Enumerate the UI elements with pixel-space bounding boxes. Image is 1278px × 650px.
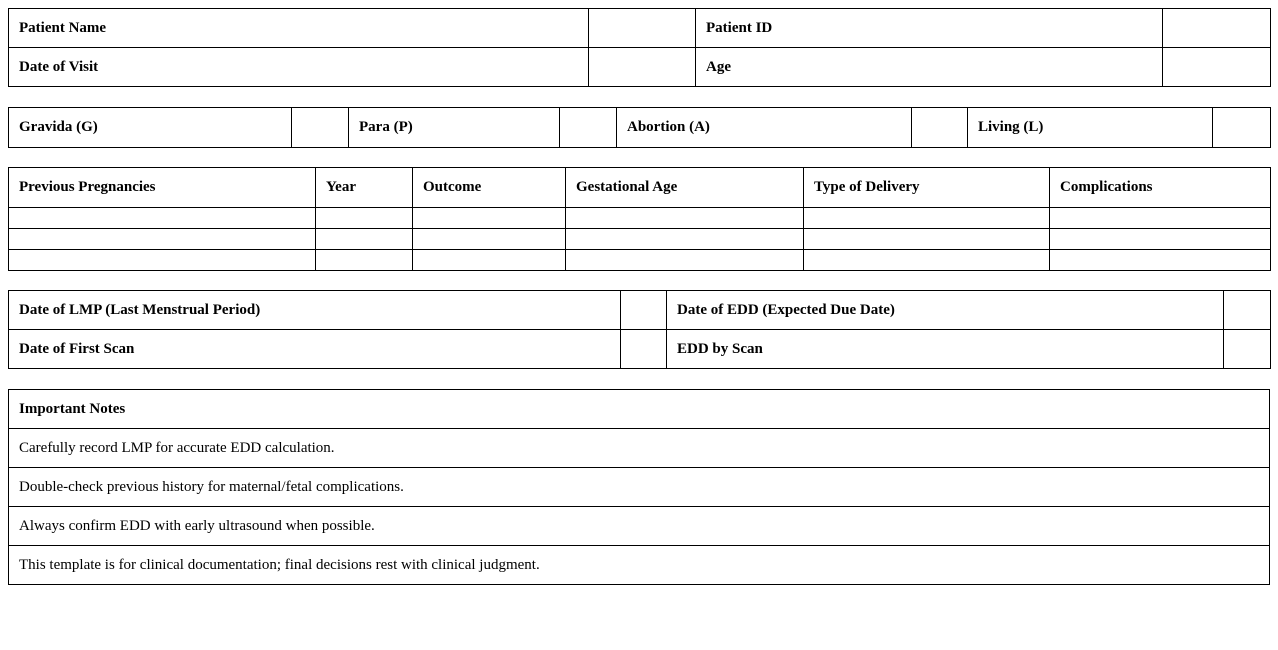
column-header-year: Year: [316, 168, 413, 208]
age-label: Age: [696, 48, 1163, 87]
lmp-date-label: Date of LMP (Last Menstrual Period): [9, 291, 621, 330]
column-header-type-of-delivery: Type of Delivery: [804, 168, 1050, 208]
patient-name-field[interactable]: [589, 9, 696, 48]
patient-info-row: [9, 48, 1271, 87]
table-cell[interactable]: [316, 208, 413, 229]
patient-id-label: Patient ID: [696, 9, 1163, 48]
pregnancy-dates-row: [9, 330, 1271, 369]
table-cell[interactable]: [9, 229, 316, 250]
list-item: [9, 429, 1270, 468]
first-scan-date-label: Date of First Scan: [9, 330, 621, 369]
table-cell[interactable]: [316, 229, 413, 250]
living-label: Living (L): [968, 108, 1213, 148]
first-scan-date-field[interactable]: [621, 330, 667, 369]
list-item: [9, 546, 1270, 585]
list-item: [9, 468, 1270, 507]
list-item: [9, 507, 1270, 546]
column-header-previous-pregnancies: Previous Pregnancies: [9, 168, 316, 208]
gravida-field[interactable]: [292, 108, 349, 148]
edd-by-scan-label: EDD by Scan: [667, 330, 1224, 369]
note-text: This template is for clinical documentation; final decisions rest with clinical judgment.: [9, 546, 1270, 585]
important-notes-title: Important Notes: [9, 390, 1270, 429]
note-text: Double-check previous history for maternal/fetal complications.: [9, 468, 1270, 507]
abortion-label: Abortion (A): [617, 108, 912, 148]
patient-id-field[interactable]: [1163, 9, 1271, 48]
table-cell[interactable]: [566, 229, 804, 250]
column-header-gestational-age: Gestational Age: [566, 168, 804, 208]
pregnancy-dates-row: [9, 291, 1271, 330]
table-cell[interactable]: [566, 208, 804, 229]
table-cell[interactable]: [1050, 229, 1271, 250]
patient-info-table: [8, 8, 1271, 87]
edd-by-scan-field[interactable]: [1224, 330, 1271, 369]
date-of-visit-field[interactable]: [589, 48, 696, 87]
table-cell[interactable]: [413, 229, 566, 250]
para-field[interactable]: [560, 108, 617, 148]
table-cell[interactable]: [804, 250, 1050, 271]
edd-date-label: Date of EDD (Expected Due Date): [667, 291, 1224, 330]
table-row: [9, 208, 1271, 229]
pregnancy-dates-table: [8, 290, 1271, 369]
table-cell[interactable]: [9, 250, 316, 271]
table-cell[interactable]: [316, 250, 413, 271]
obstetric-formula-table: [8, 107, 1271, 148]
table-header-row: [9, 168, 1271, 208]
abortion-field[interactable]: [912, 108, 968, 148]
table-cell[interactable]: [413, 250, 566, 271]
table-cell[interactable]: [804, 208, 1050, 229]
edd-date-field[interactable]: [1224, 291, 1271, 330]
note-text: Carefully record LMP for accurate EDD calculation.: [9, 429, 1270, 468]
table-cell[interactable]: [1050, 208, 1271, 229]
para-label: Para (P): [349, 108, 560, 148]
patient-info-row: [9, 9, 1271, 48]
patient-name-label: Patient Name: [9, 9, 589, 48]
age-field[interactable]: [1163, 48, 1271, 87]
table-row: [9, 229, 1271, 250]
obstetric-formula-row: [9, 108, 1271, 148]
lmp-date-field[interactable]: [621, 291, 667, 330]
important-notes-table: [8, 389, 1270, 585]
date-of-visit-label: Date of Visit: [9, 48, 589, 87]
table-row: [9, 250, 1271, 271]
note-text: Always confirm EDD with early ultrasound when possible.: [9, 507, 1270, 546]
table-cell[interactable]: [804, 229, 1050, 250]
gravida-label: Gravida (G): [9, 108, 292, 148]
table-cell[interactable]: [413, 208, 566, 229]
column-header-outcome: Outcome: [413, 168, 566, 208]
table-cell[interactable]: [1050, 250, 1271, 271]
previous-pregnancies-table: [8, 167, 1271, 271]
column-header-complications: Complications: [1050, 168, 1271, 208]
notes-header-row: [9, 390, 1270, 429]
table-cell[interactable]: [9, 208, 316, 229]
table-cell[interactable]: [566, 250, 804, 271]
living-field[interactable]: [1213, 108, 1271, 148]
